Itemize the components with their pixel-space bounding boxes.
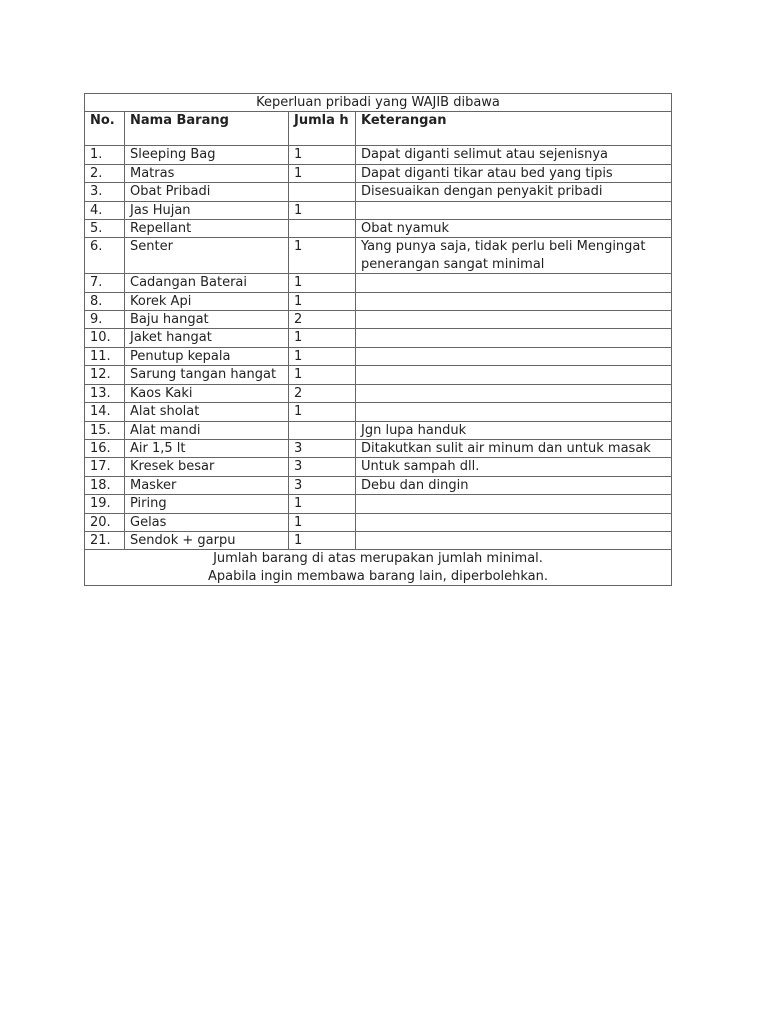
cell-keterangan [356,201,672,219]
cell-jumlah: 3 [289,458,356,476]
cell-jumlah: 1 [289,238,356,274]
cell-nama: Air 1,5 lt [125,439,289,457]
header-keterangan: Keterangan [356,112,672,146]
table-row [85,366,672,384]
cell-keterangan: Debu dan dingin [356,476,672,494]
cell-keterangan: Dapat diganti selimut atau sejenisnya [356,146,672,164]
table-row [85,384,672,402]
cell-nama: Senter [125,238,289,274]
cell-no: 9. [85,311,125,329]
cell-keterangan: Jgn lupa handuk [356,421,672,439]
cell-nama: Piring [125,495,289,513]
cell-keterangan: Untuk sampah dll. [356,458,672,476]
cell-nama: Sleeping Bag [125,146,289,164]
cell-keterangan: Dapat diganti tikar atau bed yang tipis [356,164,672,182]
cell-jumlah: 2 [289,384,356,402]
cell-nama: Jas Hujan [125,201,289,219]
cell-no: 1. [85,146,125,164]
cell-jumlah: 1 [289,146,356,164]
cell-no: 2. [85,164,125,182]
table-row [85,311,672,329]
table-title: Keperluan pribadi yang WAJIB dibawa [85,94,672,112]
cell-keterangan: Obat nyamuk [356,220,672,238]
cell-nama: Jaket hangat [125,329,289,347]
table-row [85,292,672,310]
cell-keterangan [356,311,672,329]
cell-keterangan [356,366,672,384]
header-nama: Nama Barang [125,112,289,146]
cell-nama: Obat Pribadi [125,183,289,201]
footer-line-2: Apabila ingin membawa barang lain, diperbolehkan. [207,568,549,584]
cell-nama: Alat mandi [125,421,289,439]
cell-keterangan [356,513,672,531]
table-row [85,329,672,347]
cell-no: 11. [85,347,125,365]
cell-keterangan [356,274,672,292]
cell-jumlah: 1 [289,292,356,310]
footer-line-1: Jumlah barang di atas merupakan jumlah minimal. [213,551,543,567]
table-row [85,183,672,201]
cell-no: 8. [85,292,125,310]
cell-keterangan [356,403,672,421]
table-row [85,458,672,476]
cell-jumlah: 1 [289,403,356,421]
cell-nama: Sendok + garpu [125,531,289,549]
cell-nama: Cadangan Baterai [125,274,289,292]
cell-keterangan [356,531,672,549]
cell-jumlah: 1 [289,531,356,549]
cell-jumlah [289,183,356,201]
table-row [85,238,672,274]
cell-nama: Baju hangat [125,311,289,329]
cell-nama: Repellant [125,220,289,238]
cell-jumlah: 3 [289,476,356,494]
header-jumlah: Jumla h [289,112,356,146]
cell-jumlah: 1 [289,164,356,182]
cell-jumlah: 1 [289,347,356,365]
table-row [85,421,672,439]
table-row [85,164,672,182]
cell-jumlah: 1 [289,274,356,292]
table-row [85,201,672,219]
cell-keterangan [356,384,672,402]
cell-keterangan: Yang punya saja, tidak perlu beli Mengingat penerangan sangat minimal [356,238,672,274]
cell-jumlah [289,421,356,439]
cell-no: 7. [85,274,125,292]
cell-no: 15. [85,421,125,439]
cell-jumlah: 1 [289,201,356,219]
cell-no: 21. [85,531,125,549]
table-row [85,495,672,513]
cell-nama: Alat sholat [125,403,289,421]
cell-keterangan [356,347,672,365]
header-no: No. [85,112,125,146]
cell-nama: Masker [125,476,289,494]
cell-nama: Gelas [125,513,289,531]
cell-keterangan: Disesuaikan dengan penyakit pribadi [356,183,672,201]
table-footer [85,550,672,586]
cell-no: 5. [85,220,125,238]
cell-no: 19. [85,495,125,513]
checklist-table [84,93,672,586]
cell-no: 14. [85,403,125,421]
cell-nama: Kresek besar [125,458,289,476]
cell-keterangan [356,495,672,513]
cell-nama: Sarung tangan hangat [125,366,289,384]
cell-nama: Matras [125,164,289,182]
cell-no: 20. [85,513,125,531]
table-row [85,513,672,531]
cell-keterangan [356,329,672,347]
table-row [85,403,672,421]
cell-keterangan: Ditakutkan sulit air minum dan untuk masak [356,439,672,457]
cell-jumlah [289,220,356,238]
cell-no: 17. [85,458,125,476]
cell-no: 6. [85,238,125,274]
table-row [85,274,672,292]
table-row [85,146,672,164]
cell-jumlah: 3 [289,439,356,457]
cell-no: 12. [85,366,125,384]
cell-jumlah: 1 [289,366,356,384]
cell-jumlah: 2 [289,311,356,329]
cell-jumlah: 1 [289,513,356,531]
table-row [85,439,672,457]
cell-keterangan [356,292,672,310]
cell-no: 16. [85,439,125,457]
table-row [85,220,672,238]
cell-jumlah: 1 [289,329,356,347]
table-row [85,531,672,549]
cell-no: 4. [85,201,125,219]
cell-nama: Penutup kepala [125,347,289,365]
cell-nama: Kaos Kaki [125,384,289,402]
header-row [85,112,672,146]
cell-nama: Korek Api [125,292,289,310]
cell-no: 3. [85,183,125,201]
cell-no: 10. [85,329,125,347]
cell-no: 18. [85,476,125,494]
cell-jumlah: 1 [289,495,356,513]
table-row [85,476,672,494]
table-row [85,347,672,365]
cell-no: 13. [85,384,125,402]
